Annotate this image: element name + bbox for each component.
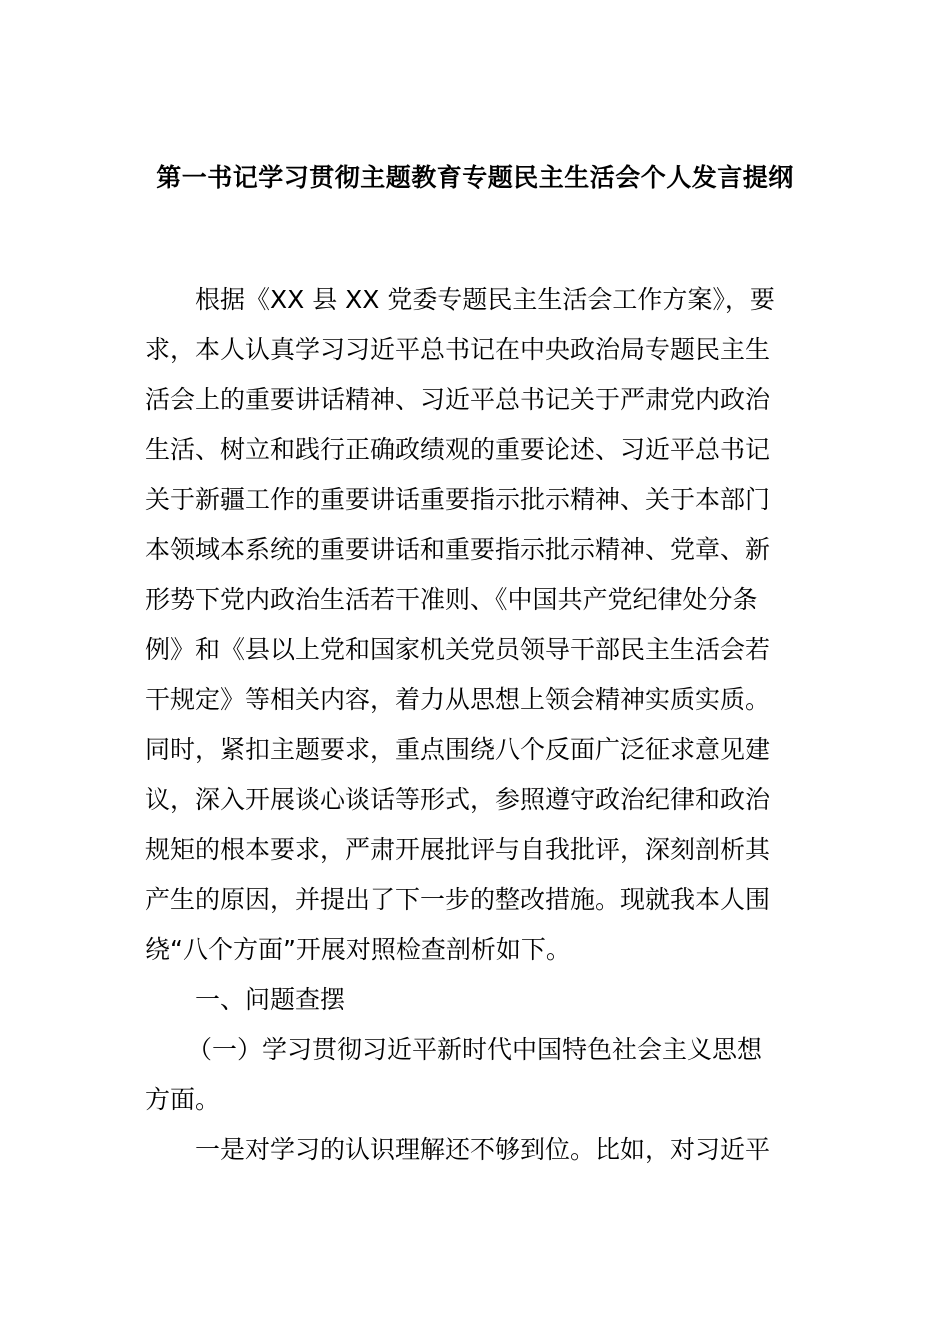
section-heading: 一、问题查摆 (195, 985, 346, 1014)
paragraph-line: 一是对学习的认识理解还不够到位。比如，对习近平 (195, 1135, 771, 1164)
paragraph-line: 根据《XX 县 XX 党委专题民主生活会工作方案》，要 (195, 285, 775, 314)
paragraph-line: 求，本人认真学习习近平总书记在中央政治局专题民主生 (145, 335, 771, 364)
subsection-heading-continued: 方面。 (145, 1085, 221, 1114)
paragraph-line: 形势下党内政治生活若干准则、《中国共产党纪律处分条 (145, 585, 758, 614)
paragraph-line: 规矩的根本要求，严肃开展批评与自我批评，深刻剖析其 (145, 835, 771, 864)
paragraph-line: 同时，紧扣主题要求，重点围绕八个反面广泛征求意见建 (145, 735, 771, 764)
document-title: 第一书记学习贯彻主题教育专题民主生活会个人发言提纲 (156, 163, 794, 192)
paragraph-line: 活会上的重要讲话精神、习近平总书记关于严肃党内政治 (145, 385, 771, 414)
paragraph-line: 干规定》等相关内容，着力从思想上领会精神实质实质。 (145, 685, 771, 714)
paragraph-line: 关于新疆工作的重要讲话重要指示批示精神、关于本部门 (145, 485, 771, 514)
paragraph-line: 议，深入开展谈心谈话等形式，参照遵守政治纪律和政治 (145, 785, 771, 814)
subsection-heading: （一）学习贯彻习近平新时代中国特色社会主义思想 (187, 1035, 763, 1064)
paragraph-line: 生活、树立和践行正确政绩观的重要论述、习近平总书记 (145, 435, 771, 464)
paragraph-line: 本领域本系统的重要讲话和重要指示批示精神、党章、新 (145, 535, 771, 564)
paragraph-line: 产生的原因，并提出了下一步的整改措施。现就我本人围 (145, 885, 771, 914)
paragraph-line: 绕“八个方面”开展对照检查剖析如下。 (145, 935, 571, 964)
document-body (145, 275, 815, 1175)
paragraph-line: 例》和《县以上党和国家机关党员领导干部民主生活会若 (145, 635, 771, 664)
